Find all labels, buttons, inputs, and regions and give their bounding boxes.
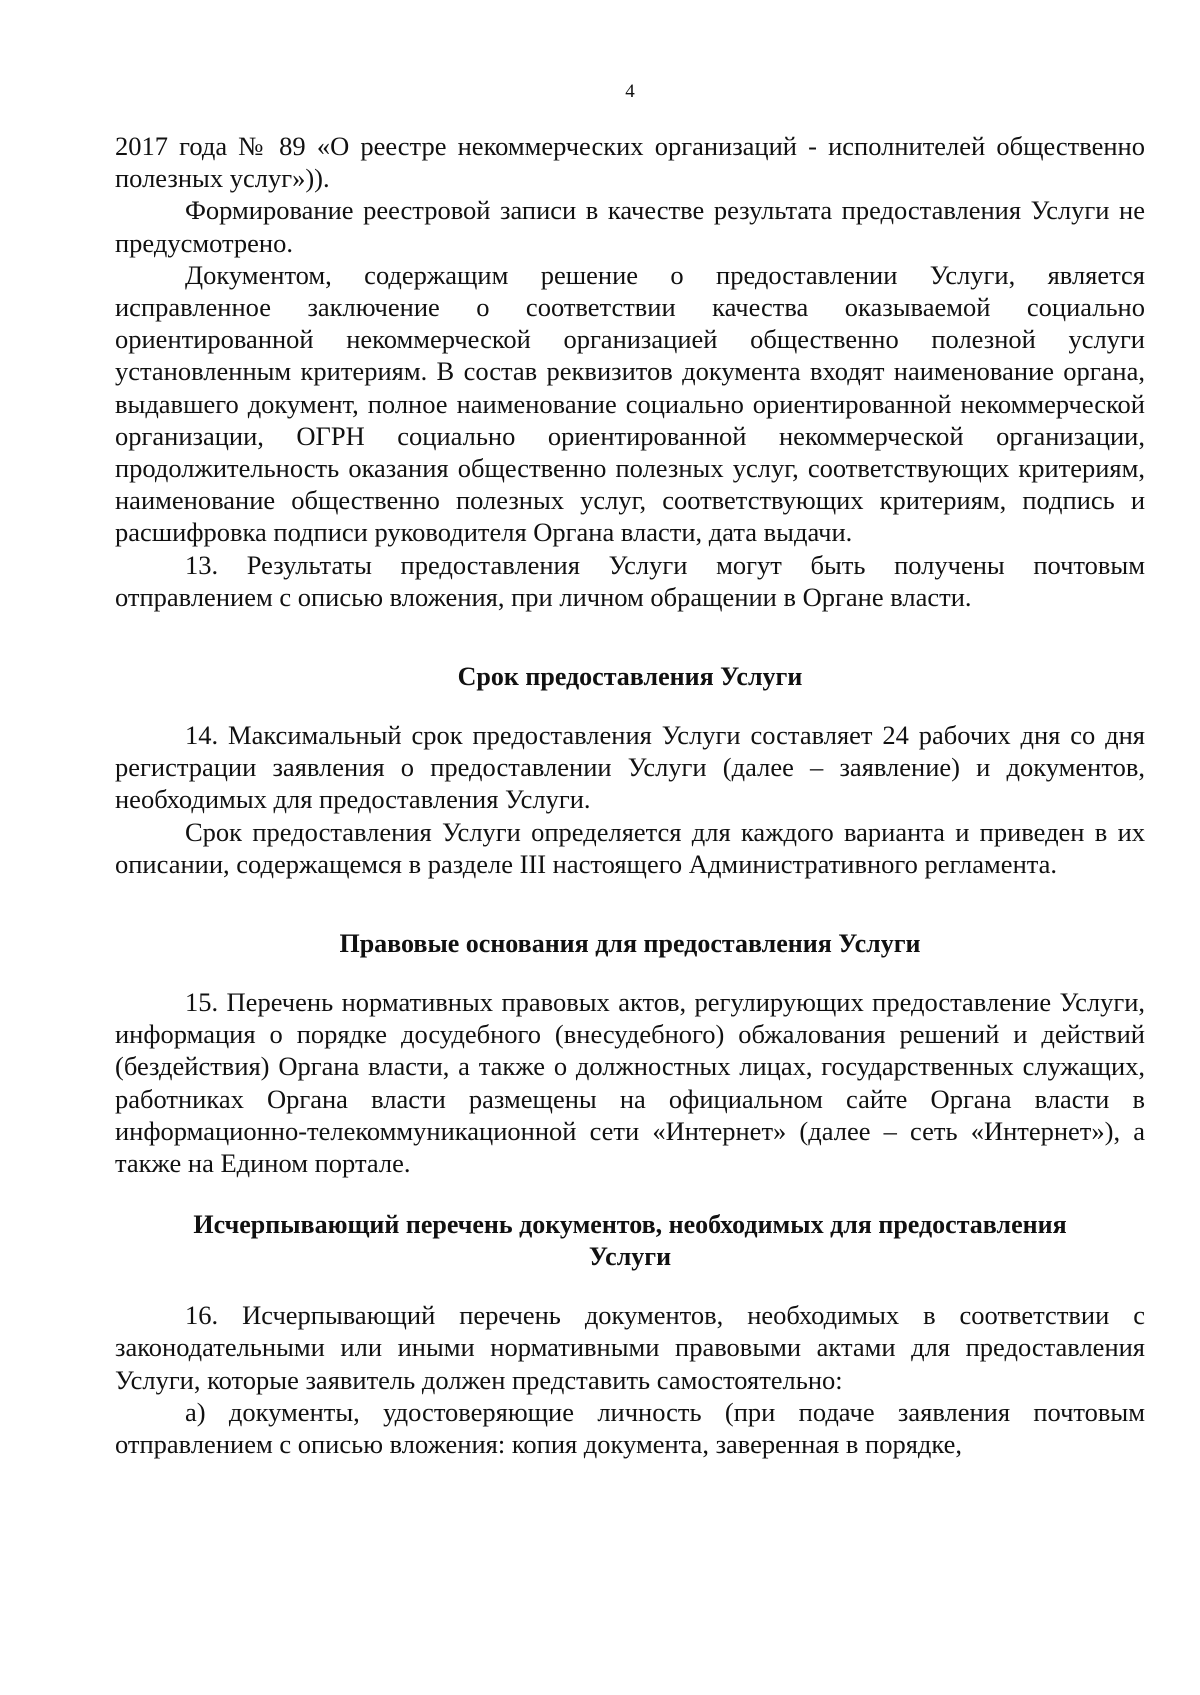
paragraph-14-max-term: 14. Максимальный срок предоставления Услуги составляет 24 рабочих дня со дня регистрации заявления о предоставлении Услуги (далее – заявление) и документов, необходимых для предоставления Услуги.	[115, 720, 1145, 815]
document-body	[115, 130, 1145, 1460]
paragraph-term-variants: Срок предоставления Услуги определяется для каждого варианта и приведен в их описании, содержащемся в разделе III настоящего Административного регламента.	[115, 816, 1145, 879]
paragraph-16a-identity-docs: а) документы, удостоверяющие личность (при подаче заявления почтовым отправлением с описью вложения: копия документа, заверенная в порядке,	[115, 1396, 1145, 1460]
heading-service-term: Срок предоставления Услуги	[457, 662, 803, 692]
paragraph-13-results: 13. Результаты предоставления Услуги могут быть получены почтовым отправлением с описью вложения, при личном обращении в Органе власти.	[115, 549, 1145, 612]
paragraph-continuation: 2017 года № 89 «О реестре некоммерческих организаций - исполнителей общественно полезных услуг»)).	[115, 131, 1145, 194]
heading-documents-list-line1: Исчерпывающий перечень документов, необходимых для предоставления	[193, 1210, 1067, 1240]
paragraph-registry-record: Формирование реестровой записи в качестве результата предоставления Услуги не предусмотрено.	[115, 195, 1145, 258]
heading-legal-grounds: Правовые основания для предоставления Услуги	[339, 929, 921, 959]
paragraph-15-legal-acts: 15. Перечень нормативных правовых актов, регулирующих предоставление Услуги, информация о порядке досудебного (внесудебного) обжалования решений и действий (бездействия) Органа власти, а также о должностных лицах, государственных служащих, работниках Органа власти размещены на официальном сайте Органа власти в информационно-телекоммуникационной сети «Интернет» (далее – сеть «Интернет»), а также на Едином портале.	[115, 987, 1145, 1179]
paragraph-decision-document: Документом, содержащим решение о предоставлении Услуги, является исправленное заключение о соответствии качества оказываемой социально ориентированной некоммерческой организацией общественно полезной услуги установленным критериям. В состав реквизитов документа входят наименование органа, выдавшего документ, полное наименование социально ориентированной некоммерческой организации, ОГРН социально ориентированной некоммерческой организации, продолжительность оказания общественно полезных услуг, соответствующих критериям, наименование общественно полезных услуг, соответствующих критериям, подпись и расшифровка подписи руководителя Органа власти, дата выдачи.	[115, 259, 1145, 548]
heading-documents-list-line2: Услуги	[588, 1242, 672, 1272]
page-number: 4	[625, 81, 635, 102]
paragraph-16-documents: 16. Исчерпывающий перечень документов, необходимых в соответствии с законодательными или иными нормативными правовыми актами для предоставления Услуги, которые заявитель должен представить самостоятельно:	[115, 1300, 1145, 1395]
